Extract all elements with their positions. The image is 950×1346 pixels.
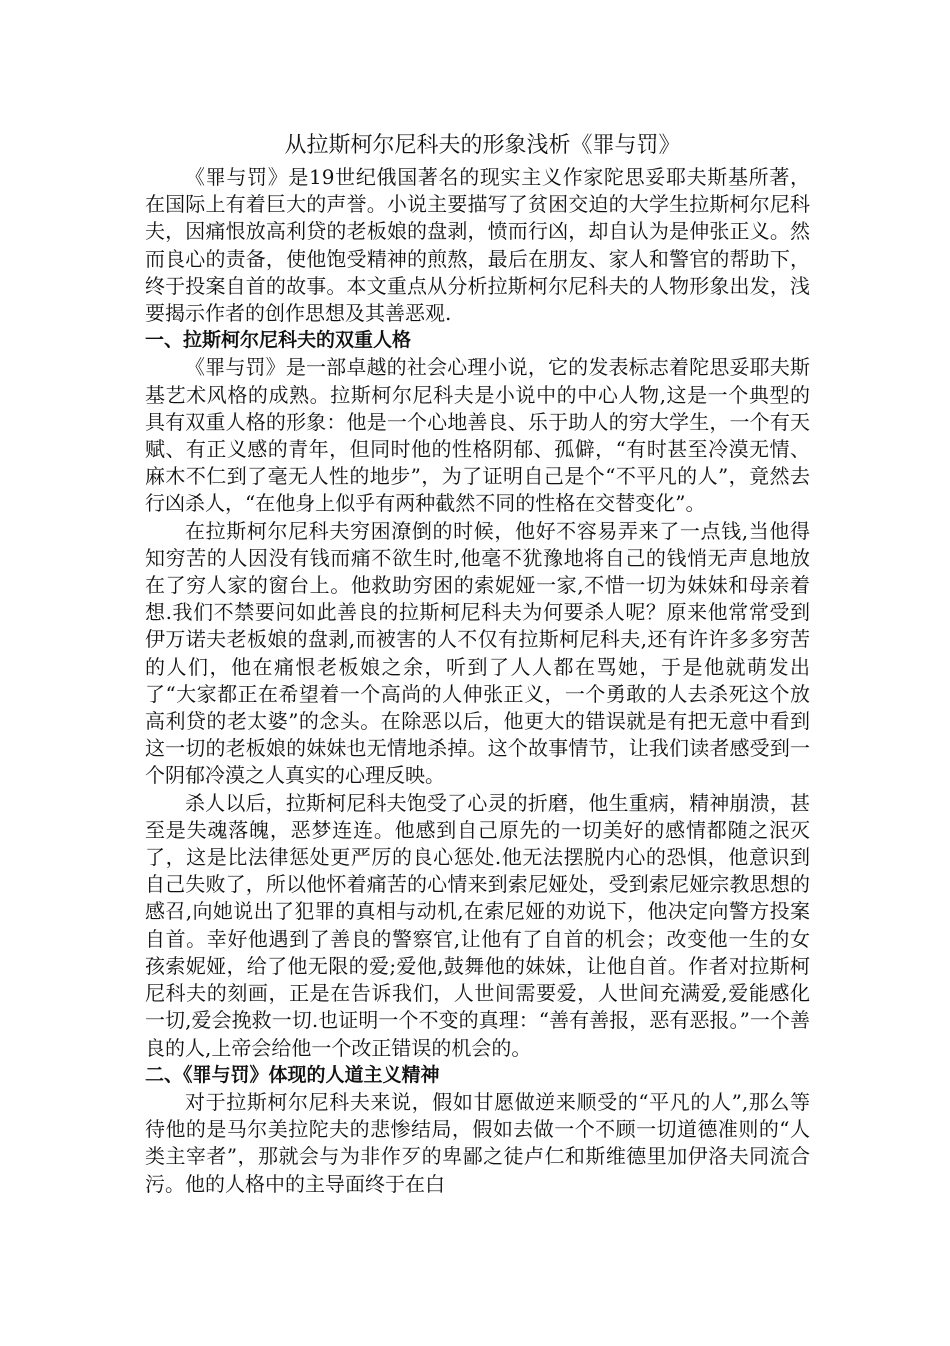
document-body xyxy=(145,128,810,1198)
section-1-paragraph-2: 在拉斯柯尔尼科夫穷困潦倒的时候，他好不容易弄来了一点钱,当他得知穷苦的人因没有钱而痛不欲生时,他毫不犹豫地将自己的钱悄无声息地放在了穷人家的窗台上。他救助穷困的索妮娅一家,不惜一切为妹妹和母亲着想.我们不禁要问如此善良的拉斯柯尼科夫为何要杀人呢？原来他常常受到伊万诺夫老板娘的盘剥,而被害的人不仅有拉斯柯尼科夫,还有许许多多穷苦的人们，他在痛恨老板娘之余，听到了人人都在骂她，于是他就萌发出了“大家都正在希望着一个高尚的人伸张正义，一个勇敢的人去杀死这个放高利贷的老太婆”的念头。在除恶以后，他更大的错误就是有把无意中看到这一切的老板娘的妹妹也无情地杀掉。这个故事情节，让我们读者感受到一个阴郁冷漠之人真实的心理反映。 xyxy=(145,518,810,788)
intro-paragraph: 《罪与罚》是19世纪俄国著名的现实主义作家陀思妥耶夫斯基所著，在国际上有着巨大的声誉。小说主要描写了贫困交迫的大学生拉斯柯尔尼科夫，因痛恨放高利贷的老板娘的盘剥，愤而行凶，却自认为是伸张正义。然而良心的责备，使他饱受精神的煎熬，最后在朋友、家人和警官的帮助下，终于投案自首的故事。本文重点从分析拉斯柯尔尼科夫的人物形象出发，浅要揭示作者的创作思想及其善恶观. xyxy=(145,165,810,326)
section-1-paragraph-1: 《罪与罚》是一部卓越的社会心理小说，它的发表标志着陀思妥耶夫斯基艺术风格的成熟。拉斯柯尔尼科夫是小说中的中心人物,这是一个典型的具有双重人格的形象：他是一个心地善良、乐于助人的穷大学生，一个有天赋、有正义感的青年，但同时他的性格阴郁、孤僻，“有时甚至冷漠无情、麻木不仁到了毫无人性的地步”，为了证明自己是个“不平凡的人”，竟然去行凶杀人，“在他身上似乎有两种截然不同的性格在交替变化”。 xyxy=(145,355,810,516)
section-1-paragraph-3: 杀人以后，拉斯柯尼科夫饱受了心灵的折磨，他生重病，精神崩溃，甚至是失魂落魄，恶梦连连。他感到自己原先的一切美好的感情都随之泯灭了，这是比法律惩处更严厉的良心惩处.他无法摆脱内心的恐惧，他意识到自己失败了，所以他怀着痛苦的心情来到索尼娅处，受到索尼娅宗教思想的感召,向她说出了犯罪的真相与动机,在索尼娅的劝说下，他决定向警方投案自首。幸好他遇到了善良的警察官,让他有了自首的机会；改变他一生的女孩索妮娅，给了他无限的爱;爱他,鼓舞他的妹妹，让他自首。作者对拉斯柯尼科夫的刻画，正是在告诉我们，人世间需要爱，人世间充满爱,爱能感化一切,爱会挽救一切.也证明一个不变的真理：“善有善报，恶有恶报。”一个善良的人,上帝会给他一个改正错误的机会的。 xyxy=(145,790,810,1060)
section-2-paragraph-1: 对于拉斯柯尔尼科夫来说，假如甘愿做逆来顺受的“平凡的人”,那么等待他的是马尔美拉陀夫的悲惨结局，假如去做一个不顾一切道德准则的“人类主宰者”，那就会与为非作歹的卑鄙之徒卢仁和斯维德里加伊洛夫同流合污。他的人格中的主导面终于在白 xyxy=(145,1089,810,1196)
section-2-heading: 二、《罪与罚》体现的人道主义精神 xyxy=(145,1063,440,1086)
section-1-heading: 一、拉斯柯尔尼科夫的双重人格 xyxy=(145,329,412,352)
document-title: 从拉斯柯尔尼科夫的形象浅析《罪与罚》 xyxy=(284,133,681,158)
